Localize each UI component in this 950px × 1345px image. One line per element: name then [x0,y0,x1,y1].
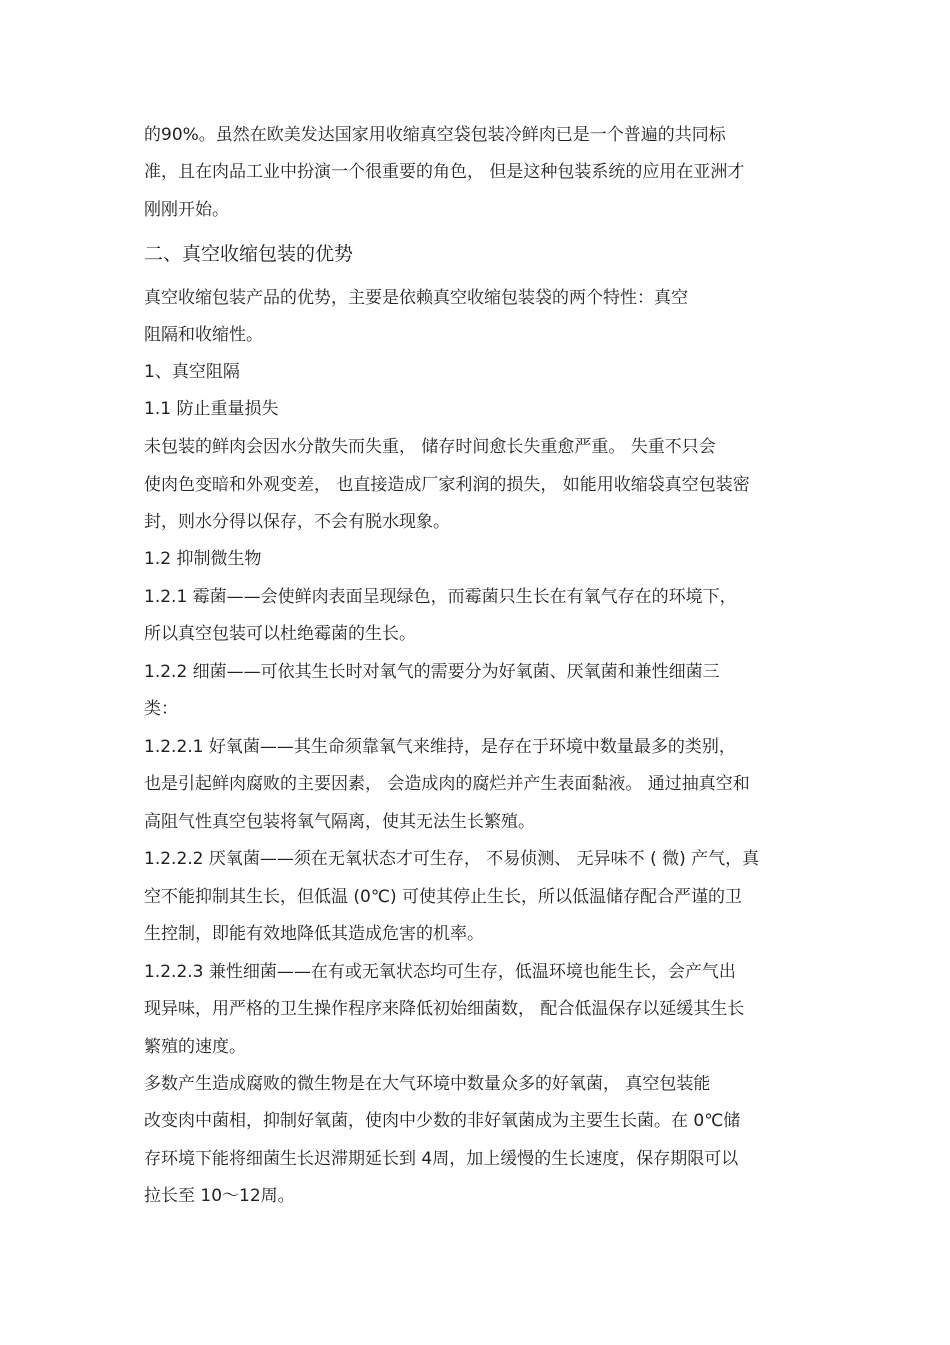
text-line: 封，则水分得以保存，不会有脱水现象。 [144,512,450,532]
text-line: 存环境下能将细菌生长迟滞期延长到 4周，加上缓慢的生长速度，保存期限可以 [144,1149,739,1169]
text-line: 1.2.2 细菌——可依其生长时对氧气的需要分为好氧菌、厌氧菌和兼性细菌三 [144,662,720,682]
text-line: 现异味，用严格的卫生操作程序来降低初始细菌数， 配合低温保存以延缓其生长 [144,999,745,1019]
text-line: 刚刚开始。 [144,200,229,220]
text-line: 真空收缩包装产品的优势，主要是依赖真空收缩包装袋的两个特性：真空 [144,288,688,308]
text-line: 类： [144,699,178,719]
subsection-heading: 1、真空阻隔 [144,362,240,382]
text-line: 1.2.2.3 兼性细菌——在有或无氧状态均可生存，低温环境也能生长，会产气出 [144,962,736,982]
text-line: 未包装的鲜肉会因水分散失而失重， 储存时间愈长失重愈严重。 失重不只会 [144,437,716,457]
text-line: 高阻气性真空包装将氧气隔离，使其无法生长繁殖。 [144,812,535,832]
text-line: 空不能抑制其生长，但低温 (0℃) 可使其停止生长，所以低温储存配合严谨的卫 [144,887,742,907]
text-line: 准，且在肉品工业中扮演一个很重要的角色， 但是这种包装系统的应用在亚洲才 [144,162,745,182]
text-line: 1.2.1 霉菌——会使鲜肉表面呈现绿色，而霉菌只生长在有氧气存在的环境下， [144,587,737,607]
text-line: 阻隔和收缩性。 [144,325,263,345]
text-line: 生控制，即能有效地降低其造成危害的机率。 [144,924,484,944]
section-heading: 二、真空收缩包装的优势 [144,243,354,265]
text-line: 繁殖的速度。 [144,1037,246,1057]
text-line: 1.2.2.1 好氧菌——其生命须靠氧气来维持，是存在于环境中数量最多的类别， [144,737,736,757]
text-line: 也是引起鲜肉腐败的主要因素， 会造成肉的腐烂并产生表面黏液。 通过抽真空和 [144,774,750,794]
text-line: 所以真空包装可以杜绝霉菌的生长。 [144,624,416,644]
text-line: 使肉色变暗和外观变差， 也直接造成厂家利润的损失， 如能用收缩袋真空包装密 [144,475,750,495]
subsection-heading: 1.1 防止重量损失 [144,399,279,419]
text-line: 多数产生造成腐败的微生物是在大气环境中数量众多的好氧菌， 真空包装能 [144,1074,711,1094]
text-line: 改变肉中菌相，抑制好氧菌，使肉中少数的非好氧菌成为主要生长菌。在 0℃储 [144,1111,741,1131]
text-line: 的90%。虽然在欧美发达国家用收缩真空袋包装冷鲜肉已是一个普遍的共同标 [144,125,726,145]
text-line: 1.2.2.2 厌氧菌——须在无氧状态才可生存， 不易侦测、 无异味不 ( 微) 产气，真 [144,849,760,869]
text-line: 拉长至 10～12周。 [144,1186,295,1206]
subsection-heading: 1.2 抑制微生物 [144,549,262,569]
